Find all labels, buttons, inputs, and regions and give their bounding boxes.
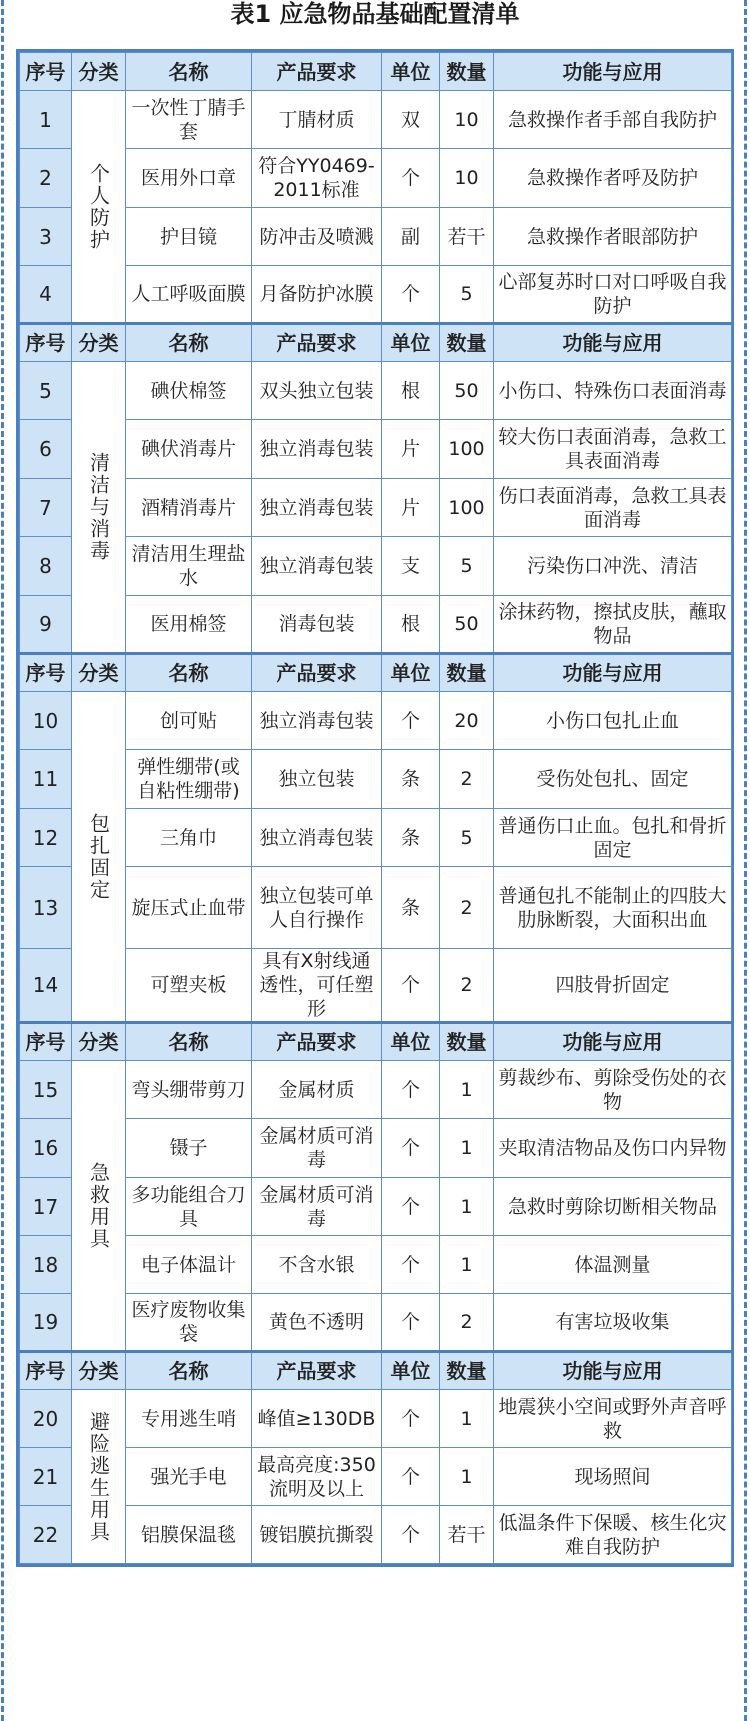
cell-quantity: 50 xyxy=(440,596,494,654)
cell-function: 现场照间 xyxy=(494,1448,732,1506)
cell-no: 10 xyxy=(20,692,72,750)
table-row xyxy=(20,1236,732,1294)
header-row xyxy=(20,1352,732,1390)
header-row xyxy=(20,53,732,91)
cell-name: 多功能组合刀具 xyxy=(126,1178,252,1236)
header-use: 功能与应用 xyxy=(494,53,732,91)
cell-no: 20 xyxy=(20,1390,72,1448)
cell-name: 旋压式止血带 xyxy=(126,867,252,949)
cell-category: 清洁与消毒 xyxy=(72,362,126,654)
cell-no: 14 xyxy=(20,949,72,1023)
cell-requirement: 独立包装可单人自行操作 xyxy=(252,867,382,949)
header-unit: 单位 xyxy=(382,654,440,692)
cell-unit: 个 xyxy=(382,1506,440,1564)
cell-unit: 片 xyxy=(382,479,440,537)
cell-unit: 个 xyxy=(382,1236,440,1294)
cell-no: 17 xyxy=(20,1178,72,1236)
cell-quantity: 2 xyxy=(440,750,494,809)
table-title: 表1 应急物品基础配置清单 xyxy=(230,0,520,28)
cell-category: 包扎固定 xyxy=(72,692,126,1023)
header-use: 功能与应用 xyxy=(494,654,732,692)
cell-function: 较大伤口表面消毒，急救工具表面消毒 xyxy=(494,420,732,479)
header-no: 序号 xyxy=(20,1023,72,1061)
cell-requirement: 双头独立包装 xyxy=(252,362,382,420)
header-qty: 数量 xyxy=(440,1023,494,1061)
cell-unit: 根 xyxy=(382,596,440,654)
table-row xyxy=(20,362,732,420)
cell-no: 4 xyxy=(20,266,72,324)
cell-function: 急救时剪除切断相关物品 xyxy=(494,1178,732,1236)
header-row xyxy=(20,324,732,362)
header-no: 序号 xyxy=(20,654,72,692)
cell-requirement: 独立消毒包装 xyxy=(252,479,382,537)
table-row xyxy=(20,420,732,479)
header-row xyxy=(20,654,732,692)
cell-name: 铝膜保温毯 xyxy=(126,1506,252,1564)
cell-no: 19 xyxy=(20,1294,72,1352)
header-name: 名称 xyxy=(126,324,252,362)
config-table-frame xyxy=(16,49,734,1567)
cell-unit: 片 xyxy=(382,420,440,479)
cell-requirement: 不含水银 xyxy=(252,1236,382,1294)
cell-unit: 支 xyxy=(382,537,440,596)
cell-requirement: 金属材质可消毒 xyxy=(252,1178,382,1236)
cell-function: 污染伤口冲洗、清洁 xyxy=(494,537,732,596)
cell-function: 普通包扎不能制止的四肢大肋脉断裂，大面积出血 xyxy=(494,867,732,949)
cell-quantity: 5 xyxy=(440,809,494,867)
cell-function: 低温条件下保暖、核生化灾难自我防护 xyxy=(494,1506,732,1564)
header-qty: 数量 xyxy=(440,1352,494,1390)
cell-requirement: 防冲击及喷溅 xyxy=(252,208,382,266)
cell-quantity: 10 xyxy=(440,149,494,208)
table-row xyxy=(20,266,732,324)
cell-no: 16 xyxy=(20,1119,72,1178)
cell-name: 医用外口章 xyxy=(126,149,252,208)
table-row xyxy=(20,1178,732,1236)
cell-unit: 条 xyxy=(382,867,440,949)
table-row xyxy=(20,692,732,750)
header-req: 产品要求 xyxy=(252,1023,382,1061)
cell-requirement: 金属材质 xyxy=(252,1061,382,1119)
cell-name: 创可贴 xyxy=(126,692,252,750)
header-name: 名称 xyxy=(126,654,252,692)
cell-no: 21 xyxy=(20,1448,72,1506)
cell-no: 2 xyxy=(20,149,72,208)
header-cat: 分类 xyxy=(72,654,126,692)
header-no: 序号 xyxy=(20,1352,72,1390)
header-cat: 分类 xyxy=(72,1023,126,1061)
cell-quantity: 1 xyxy=(440,1119,494,1178)
cell-name: 酒精消毒片 xyxy=(126,479,252,537)
cell-function: 剪裁纱布、剪除受伤处的衣物 xyxy=(494,1061,732,1119)
header-qty: 数量 xyxy=(440,654,494,692)
cell-no: 22 xyxy=(20,1506,72,1564)
header-use: 功能与应用 xyxy=(494,1023,732,1061)
table-row xyxy=(20,867,732,949)
cell-name: 弯头绷带剪刀 xyxy=(126,1061,252,1119)
cell-quantity: 100 xyxy=(440,479,494,537)
cell-unit: 根 xyxy=(382,362,440,420)
cell-name: 人工呼吸面膜 xyxy=(126,266,252,324)
cell-function: 四肢骨折固定 xyxy=(494,949,732,1023)
header-req: 产品要求 xyxy=(252,53,382,91)
table-row xyxy=(20,1390,732,1448)
cell-no: 3 xyxy=(20,208,72,266)
cell-quantity: 5 xyxy=(440,537,494,596)
cell-quantity: 50 xyxy=(440,362,494,420)
cell-unit: 个 xyxy=(382,949,440,1023)
table-row xyxy=(20,1506,732,1564)
cell-unit: 个 xyxy=(382,1178,440,1236)
cell-requirement: 镀铝膜抗撕裂 xyxy=(252,1506,382,1564)
header-unit: 单位 xyxy=(382,324,440,362)
header-unit: 单位 xyxy=(382,1023,440,1061)
cell-name: 医用棉签 xyxy=(126,596,252,654)
cell-unit: 双 xyxy=(382,91,440,149)
header-unit: 单位 xyxy=(382,53,440,91)
cell-function: 小伤口、特殊伤口表面消毒 xyxy=(494,362,732,420)
cell-quantity: 1 xyxy=(440,1236,494,1294)
cell-quantity: 20 xyxy=(440,692,494,750)
header-qty: 数量 xyxy=(440,324,494,362)
cell-unit: 个 xyxy=(382,1448,440,1506)
cell-function: 受伤处包扎、固定 xyxy=(494,750,732,809)
cell-unit: 个 xyxy=(382,1294,440,1352)
cell-name: 护目镜 xyxy=(126,208,252,266)
header-no: 序号 xyxy=(20,53,72,91)
cell-function: 地震狭小空间或野外声音呼救 xyxy=(494,1390,732,1448)
right-dashed-border xyxy=(744,0,747,1721)
cell-function: 涂抹药物，擦拭皮肤，蘸取物品 xyxy=(494,596,732,654)
header-unit: 单位 xyxy=(382,1352,440,1390)
cell-requirement: 消毒包装 xyxy=(252,596,382,654)
cell-name: 镊子 xyxy=(126,1119,252,1178)
cell-category: 避险逃生用具 xyxy=(72,1390,126,1564)
cell-no: 7 xyxy=(20,479,72,537)
header-no: 序号 xyxy=(20,324,72,362)
table-row xyxy=(20,1448,732,1506)
cell-function: 普通伤口止血。包扎和骨折固定 xyxy=(494,809,732,867)
cell-category: 急救用具 xyxy=(72,1061,126,1352)
cell-quantity: 2 xyxy=(440,1294,494,1352)
table-row xyxy=(20,537,732,596)
cell-no: 6 xyxy=(20,420,72,479)
table-row xyxy=(20,479,732,537)
cell-unit: 个 xyxy=(382,149,440,208)
cell-function: 心部复苏时口对口呼吸自我防护 xyxy=(494,266,732,324)
cell-name: 医疗废物收集袋 xyxy=(126,1294,252,1352)
cell-function: 有害垃圾收集 xyxy=(494,1294,732,1352)
header-name: 名称 xyxy=(126,53,252,91)
header-cat: 分类 xyxy=(72,324,126,362)
table-row xyxy=(20,91,732,149)
cell-category: 个人防护 xyxy=(72,91,126,324)
cell-quantity: 1 xyxy=(440,1390,494,1448)
cell-quantity: 若干 xyxy=(440,1506,494,1564)
cell-requirement: 具有X射线通透性，可任塑形 xyxy=(252,949,382,1023)
header-name: 名称 xyxy=(126,1352,252,1390)
cell-name: 可塑夹板 xyxy=(126,949,252,1023)
cell-function: 急救操作者眼部防护 xyxy=(494,208,732,266)
cell-name: 专用逃生哨 xyxy=(126,1390,252,1448)
cell-no: 18 xyxy=(20,1236,72,1294)
cell-requirement: 最高亮度:350流明及以上 xyxy=(252,1448,382,1506)
cell-unit: 个 xyxy=(382,1390,440,1448)
cell-no: 5 xyxy=(20,362,72,420)
cell-unit: 副 xyxy=(382,208,440,266)
cell-name: 碘伏消毒片 xyxy=(126,420,252,479)
cell-no: 9 xyxy=(20,596,72,654)
cell-quantity: 5 xyxy=(440,266,494,324)
header-qty: 数量 xyxy=(440,53,494,91)
cell-requirement: 月备防护冰膜 xyxy=(252,266,382,324)
header-cat: 分类 xyxy=(72,53,126,91)
table-row xyxy=(20,750,732,809)
cell-requirement: 独立消毒包装 xyxy=(252,809,382,867)
header-req: 产品要求 xyxy=(252,654,382,692)
cell-quantity: 100 xyxy=(440,420,494,479)
cell-requirement: 丁腈材质 xyxy=(252,91,382,149)
cell-requirement: 独立消毒包装 xyxy=(252,692,382,750)
cell-no: 1 xyxy=(20,91,72,149)
cell-no: 13 xyxy=(20,867,72,949)
cell-quantity: 2 xyxy=(440,867,494,949)
cell-quantity: 1 xyxy=(440,1061,494,1119)
table-row xyxy=(20,1061,732,1119)
header-row xyxy=(20,1023,732,1061)
cell-unit: 个 xyxy=(382,692,440,750)
config-table xyxy=(19,52,732,1564)
cell-quantity: 2 xyxy=(440,949,494,1023)
cell-name: 电子体温计 xyxy=(126,1236,252,1294)
cell-requirement: 峰值≥130DB xyxy=(252,1390,382,1448)
cell-quantity: 若干 xyxy=(440,208,494,266)
cell-unit: 个 xyxy=(382,1119,440,1178)
table-row xyxy=(20,596,732,654)
header-req: 产品要求 xyxy=(252,324,382,362)
table-row xyxy=(20,149,732,208)
table-row xyxy=(20,208,732,266)
cell-function: 体温测量 xyxy=(494,1236,732,1294)
cell-unit: 个 xyxy=(382,1061,440,1119)
cell-function: 急救操作者手部自我防护 xyxy=(494,91,732,149)
cell-quantity: 1 xyxy=(440,1448,494,1506)
cell-requirement: 黄色不透明 xyxy=(252,1294,382,1352)
header-name: 名称 xyxy=(126,1023,252,1061)
header-use: 功能与应用 xyxy=(494,324,732,362)
cell-quantity: 1 xyxy=(440,1178,494,1236)
header-use: 功能与应用 xyxy=(494,1352,732,1390)
cell-unit: 个 xyxy=(382,266,440,324)
cell-function: 伤口表面消毒，急救工具表面消毒 xyxy=(494,479,732,537)
cell-requirement: 独立消毒包装 xyxy=(252,420,382,479)
table-row xyxy=(20,949,732,1023)
table-row xyxy=(20,1119,732,1178)
cell-name: 清洁用生理盐水 xyxy=(126,537,252,596)
table-row xyxy=(20,1294,732,1352)
cell-function: 小伤口包扎止血 xyxy=(494,692,732,750)
cell-function: 夹取清洁物品及伤口内异物 xyxy=(494,1119,732,1178)
cell-quantity: 10 xyxy=(440,91,494,149)
cell-requirement: 金属材质可消毒 xyxy=(252,1119,382,1178)
cell-name: 一次性丁腈手套 xyxy=(126,91,252,149)
cell-requirement: 独立包装 xyxy=(252,750,382,809)
table-row xyxy=(20,809,732,867)
cell-function: 急救操作者呼及防护 xyxy=(494,149,732,208)
cell-no: 12 xyxy=(20,809,72,867)
cell-unit: 条 xyxy=(382,809,440,867)
header-req: 产品要求 xyxy=(252,1352,382,1390)
header-cat: 分类 xyxy=(72,1352,126,1390)
cell-requirement: 独立消毒包装 xyxy=(252,537,382,596)
cell-no: 11 xyxy=(20,750,72,809)
cell-name: 碘伏棉签 xyxy=(126,362,252,420)
left-dashed-border xyxy=(1,0,4,1721)
cell-name: 弹性绷带(或自粘性绷带) xyxy=(126,750,252,809)
cell-name: 三角巾 xyxy=(126,809,252,867)
cell-no: 15 xyxy=(20,1061,72,1119)
cell-unit: 条 xyxy=(382,750,440,809)
cell-no: 8 xyxy=(20,537,72,596)
cell-requirement: 符合YY0469-2011标准 xyxy=(252,149,382,208)
cell-name: 强光手电 xyxy=(126,1448,252,1506)
